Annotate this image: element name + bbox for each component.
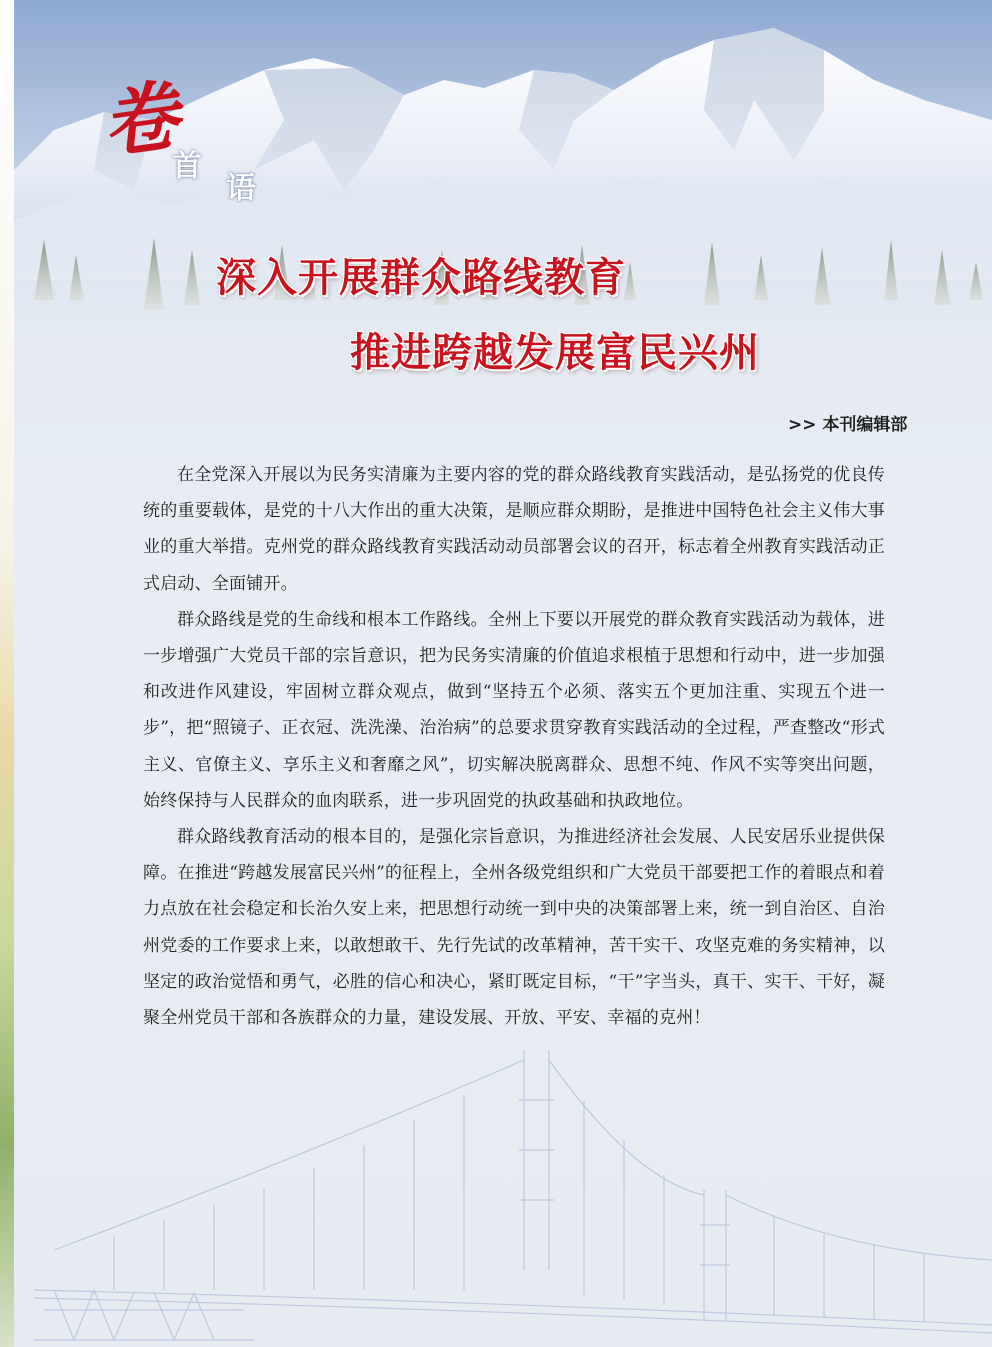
editorial-article bbox=[143, 457, 885, 1036]
kicker-juan-character: 卷 bbox=[96, 70, 185, 170]
headline-line-1: 深入开展群众路线教育 bbox=[216, 255, 626, 301]
left-edge-decoration bbox=[0, 0, 14, 1347]
kicker-shou-character: 首 bbox=[172, 149, 202, 184]
suspension-bridge-illustration bbox=[14, 1040, 992, 1347]
paragraph-2: 群众路线是党的生命线和根本工作路线。全州上下要以开展党的群众教育实践活动为载体，进一步增强广大党员干部的宗旨意识，把为民务实清廉的价值追求根植于思想和行动中，进一步加强和改进作风建设，牢固树立群众观点，做到“坚持五个必须、落实五个更加注重、实现五个进一步”，把“照镜子、正衣冠、洗洗澡、治治病”的总要求贯穿教育实践活动的全过程，严查整改“形式主义、官僚主义、享乐主义和奢靡之风”，切实解决脱离群众、思想不纯、作风不实等突出问题，始终保持与人民群众的血肉联系，进一步巩固党的执政基础和执政地位。 bbox=[143, 609, 885, 811]
byline: >> 本刊编辑部 bbox=[788, 415, 908, 435]
paragraph-3: 群众路线教育活动的根本目的，是强化宗旨意识，为推进经济社会发展、人民安居乐业提供保障。在推进“跨越发展富民兴州”的征程上，全州各级党组织和广大党员干部要把工作的着眼点和着力点放在社会稳定和长治久安上来，把思想行动统一到中央的决策部署上来，统一到自治区、自治州党委的工作要求上来，以敢想敢干、先行先试的改革精神，苦干实干、攻坚克难的务实精神，以坚定的政治觉悟和勇气，必胜的信心和决心，紧盯既定目标，“干”字当头，真干、实干、干好，凝聚全州党员干部和各族群众的力量，建设发展、开放、平安、幸福的克州！ bbox=[143, 827, 885, 1029]
headline-line-2: 推进跨越发展富民兴州 bbox=[350, 330, 760, 376]
paragraph-1: 在全党深入开展以为民务实清廉为主要内容的党的群众路线教育实践活动，是弘扬党的优良传统的重要载体，是党的十八大作出的重大决策，是顺应群众期盼，是推进中国特色社会主义伟大事业的重大举措。克州党的群众路线教育实践活动动员部署会议的召开，标志着全州教育实践活动正式启动、全面铺开。 bbox=[143, 465, 885, 594]
kicker-yu-character: 语 bbox=[226, 171, 256, 206]
